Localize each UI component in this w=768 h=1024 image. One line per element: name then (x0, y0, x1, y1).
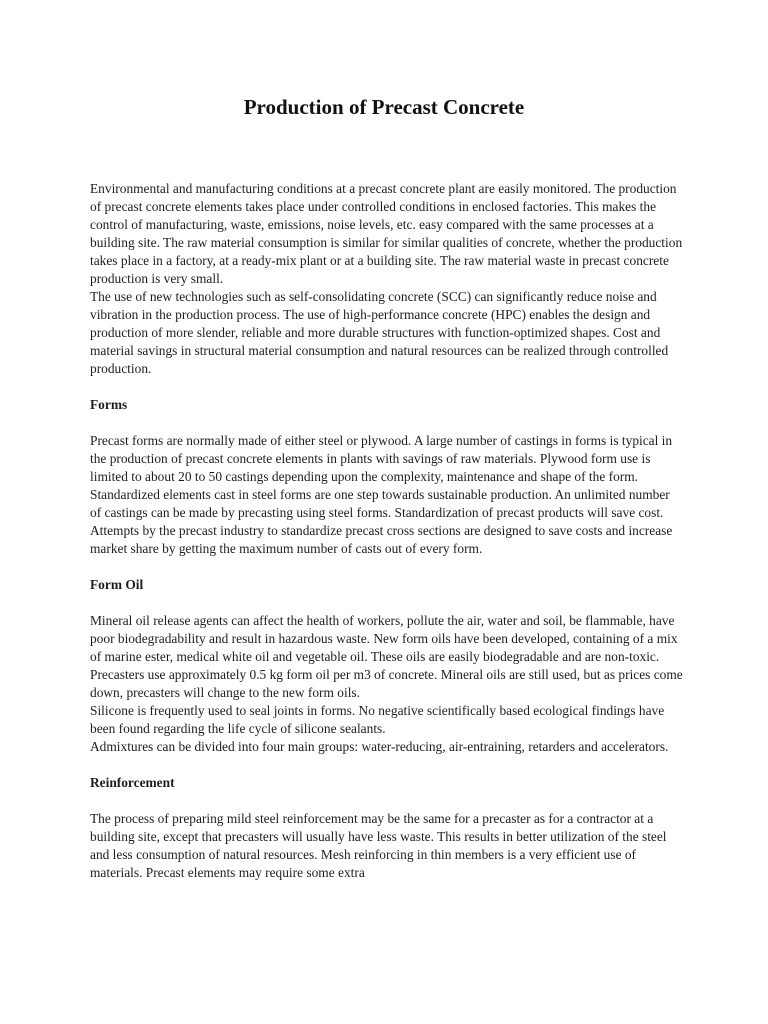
form-oil-paragraph-1: Mineral oil release agents can affect the health of workers, pollute the air, water and soil, be flammable, have poor biodegradability and result in hazardous waste. New form oils have been developed, containing of a mix of marine ester, medical white oil and vegetable oil. These oils are easily biodegradable and are non-toxic. Precasters use approximately 0.5 kg form oil per m3 of concrete. Mineral oils are still used, but as prices come down, precasters will change to the new form oils. (90, 613, 683, 700)
reinforcement-paragraph-1: The process of preparing mild steel reinforcement may be the same for a precaster as for a contractor at a building site, except that precasters will usually have less waste. This results in better utilization of the steel and less consumption of natural resources. Mesh reinforcing in thin members is a very efficient use of materials. Precast elements may require some extra (90, 811, 667, 880)
spacer (90, 756, 684, 774)
spacer (90, 558, 684, 576)
spacer (90, 414, 684, 432)
document-title: Production of Precast Concrete (243, 95, 525, 119)
spacer (90, 594, 684, 612)
spacer (90, 378, 684, 396)
section-heading-reinforcement: Reinforcement (90, 775, 175, 790)
section-heading-form-oil: Form Oil (90, 577, 144, 592)
forms-paragraph-1: Precast forms are normally made of either steel or plywood. A large number of castings in forms is typical in the production of precast concrete elements in plants with savings of raw materials. Plywood form use is limited to about 20 to 50 castings depending upon the complexity, maintenance and shape of the form. Standardized elements cast in steel forms are one step towards sustainable production. An unlimited number of castings can be made by precasting using steel forms. Standardization of precast products will save cost. Attempts by the precast industry to standardize precast cross sections are designed to save costs and increase market share by getting the maximum number of casts out of every form. (90, 433, 673, 556)
document-body (90, 180, 684, 882)
intro-paragraph-1: Environmental and manufacturing conditions at a precast concrete plant are easily monitored. The production of precast concrete elements takes place under controlled conditions in enclosed factories. This makes the control of manufacturing, waste, emissions, noise levels, etc. easy compared with the same processes at a building site. The raw material consumption is similar for similar qualities of concrete, whether the production takes place in a factory, at a ready-mix plant or at a building site. The raw material waste in precast concrete production is very small. (90, 181, 683, 286)
intro-paragraph-2: The use of new technologies such as self-consolidating concrete (SCC) can significantly reduce noise and vibration in the production process. The use of high-performance concrete (HPC) enables the design and production of more slender, reliable and more durable structures with function-optimized shapes. Cost and material savings in structural material consumption and natural resources can be realized through controlled production. (90, 289, 669, 376)
form-oil-paragraph-2: Silicone is frequently used to seal joints in forms. No negative scientifically based ecological findings have been found regarding the life cycle of silicone sealants. (90, 703, 665, 736)
section-heading-forms: Forms (90, 397, 128, 412)
form-oil-paragraph-3: Admixtures can be divided into four main groups: water-reducing, air-entraining, retarders and accelerators. (90, 739, 669, 754)
spacer (90, 792, 684, 810)
